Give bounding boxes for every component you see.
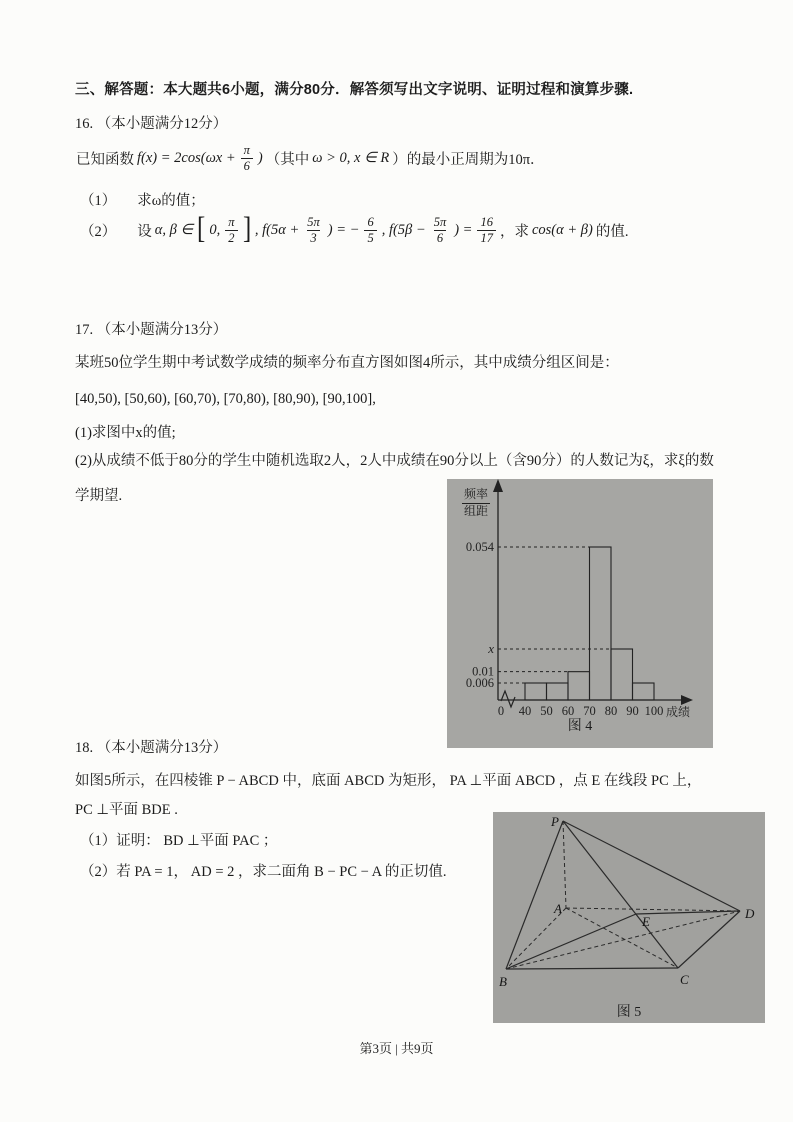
q16-part2 xyxy=(80,206,629,254)
fig4-y-tick-label: x xyxy=(488,641,494,656)
fig5-vertex-label-B: B xyxy=(499,974,507,989)
left-bracket: [ xyxy=(197,210,206,246)
q17-line3: (1)求图中x的值; xyxy=(75,425,176,441)
fraction-6-5: $\frac{6}{5}$ xyxy=(364,215,376,245)
fig4-x-tick-label: 100 xyxy=(644,704,664,718)
fraction-5pi-3: $\frac{5\pi}{3}$ xyxy=(307,215,320,245)
figure5-pyramid-diagram xyxy=(493,812,765,1023)
fig5-edge-BC xyxy=(506,968,678,969)
fraction-pi-6: $\frac{\pi}{6}$ xyxy=(241,143,253,173)
fig4-bar xyxy=(633,683,655,700)
fig4-y-axis-label-numerator: 频率 xyxy=(462,487,490,504)
fig4-y-axis-label-denominator: 组距 xyxy=(464,503,489,518)
fig4-x-axis-title: 成绩 xyxy=(666,705,691,719)
q16-part1-label: （1） xyxy=(80,193,117,209)
fig4-x-tick-label: 80 xyxy=(604,704,618,718)
q16-intro-mid: （其中 xyxy=(265,151,310,168)
page-footer: 第3页 | 共9页 xyxy=(359,1041,434,1056)
q16-part2-pre: 设 xyxy=(137,223,152,240)
fig5-vertex-label-A: A xyxy=(554,901,562,916)
fig4-y-tick-label: 0.01 xyxy=(472,664,494,679)
fig5-edge-AC-dashed xyxy=(566,908,678,968)
fig5-edge-PD xyxy=(563,821,740,911)
fraction-16-17: $\frac{16}{17}$ xyxy=(477,215,496,245)
fig5-edge-PC xyxy=(563,821,678,968)
q18-part1: （1）证明： BD ⊥平面 PAC ； xyxy=(80,833,278,849)
q18-line1: 如图5所示，在四棱锥 P − ABCD 中，底面 ABCD 为矩形， PA ⊥平面 ABCD ，点 E 在线段 PC 上， xyxy=(75,773,702,789)
fig4-bar xyxy=(611,649,633,700)
fig4-x-axis-arrow xyxy=(681,695,693,705)
fig4-bar xyxy=(590,547,612,700)
q16-part2-m7: ，求 xyxy=(499,223,529,240)
fig4-plot xyxy=(447,479,713,748)
fig4-y-axis-arrow xyxy=(493,479,503,492)
fig5-edge-CD xyxy=(678,911,740,968)
fig4-bar xyxy=(568,672,590,700)
fig5-vertex-label-D: D xyxy=(745,906,755,921)
right-bracket: ] xyxy=(242,210,251,246)
fig5-caption: 图 5 xyxy=(616,1005,642,1020)
q16-part2-m9: 的值. xyxy=(595,223,629,240)
fig5-edge-AB-dashed xyxy=(506,908,566,969)
q16-part2-m6: ) = xyxy=(454,221,473,238)
q16-part2-label: （2） xyxy=(80,223,117,240)
fig5-drawing xyxy=(493,812,765,1023)
fraction-5pi-6: $\frac{5\pi}{6}$ xyxy=(433,215,447,245)
fig4-x-tick-label: 0 xyxy=(497,704,505,718)
q16-part1-text: 求ω的值； xyxy=(137,193,205,209)
fig4-x-tick-label: 60 xyxy=(561,704,575,718)
fig4-y-axis-label xyxy=(462,487,490,519)
q17-line2: [40,50), [50,60), [60,70), [70,80), [80,90), [90,100], xyxy=(75,391,376,407)
fig5-vertex-label-P: P xyxy=(551,814,559,829)
q18-line2: PC ⊥平面 BDE . xyxy=(75,802,178,818)
q16-part2-m4: ) = − xyxy=(327,221,360,238)
q16-intro-post: ）的最小正周期为10π． xyxy=(392,151,545,168)
q16-intro-f2: ) xyxy=(257,149,263,166)
q18-part2: （2）若 PA = 1， AD = 2 ，求二面角 B − PC − A 的正切值. xyxy=(80,864,447,880)
q16-intro xyxy=(75,140,546,176)
fig5-vertex-label-C: C xyxy=(680,972,689,987)
q16-intro-f1: f(x) = 2cos(ωx + xyxy=(137,149,236,166)
q16-intro-pre: 已知函数 xyxy=(76,151,134,168)
fig5-edge-AD-dashed xyxy=(566,908,740,911)
section-header: 三、解答题：本大题共6小题，满分80分．解答须写出文字说明、证明过程和演算步骤. xyxy=(75,82,634,98)
q16-intro-cond: ω > 0, x ∈ R xyxy=(312,149,390,166)
q17-line4: (2)从成绩不低于80分的学生中随机选取2人，2人中成绩在90分以上（含90分）的人数记为ξ，求ξ的数 xyxy=(75,453,714,469)
fig4-x-tick-label: 90 xyxy=(626,704,639,718)
q16-part2-m8: cos(α + β) xyxy=(531,221,593,238)
fig4-x-tick-label: 40 xyxy=(518,704,532,718)
fig5-edge-PA-dashed xyxy=(563,821,566,908)
fraction-pi-2: $\frac{\pi}{2}$ xyxy=(225,215,237,245)
q16-part2-m5: , f(5β − xyxy=(381,221,426,238)
figure4-histogram xyxy=(447,479,713,748)
q17-title: 17. （本小题满分13分） xyxy=(75,322,228,338)
fig4-bar xyxy=(547,683,569,700)
q16-part2-m3: , f(5α + xyxy=(254,221,300,238)
fig4-y-tick-label: 0.054 xyxy=(465,540,494,554)
fig4-bar xyxy=(525,683,547,700)
q17-line5: 学期望. xyxy=(75,488,123,504)
fig5-edge-PB xyxy=(506,821,563,969)
fig4-x-tick-label: 50 xyxy=(540,704,553,718)
fig4-x-tick-label: 70 xyxy=(583,704,596,718)
q16-part2-m1: α, β ∈ xyxy=(154,221,194,238)
q16-title: 16. （本小题满分12分） xyxy=(75,116,228,132)
fig4-caption: 图 4 xyxy=(567,719,593,734)
q18-title: 18. （本小题满分13分） xyxy=(75,740,228,756)
fig4-y-tick-label: 0.006 xyxy=(465,676,494,690)
q16-part2-m2: 0, xyxy=(209,221,221,238)
fig5-edge-ED xyxy=(636,911,740,914)
fig5-vertex-label-E: E xyxy=(642,914,650,929)
q17-line1: 某班50位学生期中考试数学成绩的频率分布直方图如图4所示，其中成绩分组区间是： xyxy=(75,355,619,371)
